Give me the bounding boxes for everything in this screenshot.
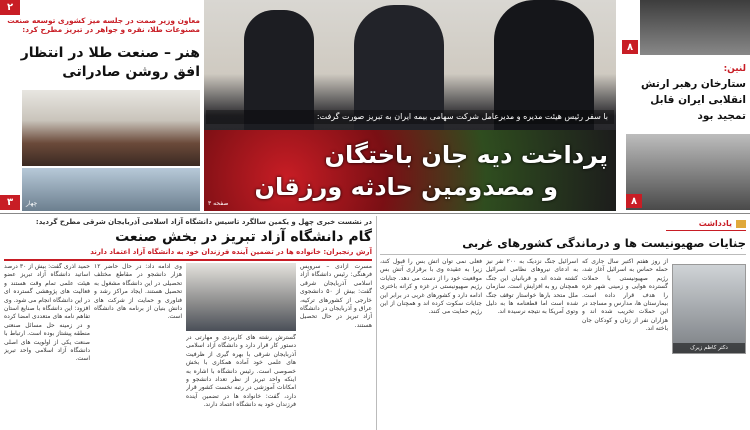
- author-portrait: [672, 264, 746, 354]
- pen-icon: [736, 220, 746, 228]
- lead-headline-line-2: و مصدومین حادثه ورزقان: [254, 173, 558, 201]
- author-caption: دکتر کاظم زیرک: [673, 343, 745, 353]
- note-column-2: اسرائیل جنگ نزدیک به ۲۰۰ نفر نیز به ادعای نیروهای نظامی اسرائیل کشته شده اند و قربانیان این جنگ همچنان رو به افزایش است. سازمان ملل متحد بارها خواستار توقف جنگ شده است اما قطعنامه ها به دلیل وتوی آمریکا به نتیجه نرسیده اند.: [486, 258, 578, 316]
- university-kicker: در نشست خبری چهل و یکمین سالگرد تاسیس دانشگاه آزاد اسلامی آذربایجان شرقی مطرح گردید:: [35, 218, 372, 226]
- left-top-badge-box: [0, 0, 20, 15]
- university-column-2: گسترش رشته های کاربردی و مهارتی در دستور کار قرار دارد و دانشگاه آزاد اسلامی آذربایجان شرقی با بهره گیری از ظرفیت های علمی خود آماده همکاری با بخش خصوصی است. رئیس دانشگاه با اشاره به اینکه واحد تبریز از نظر تعداد دانشجو و امکانات آموزشی در رتبه نخست کشور قرار دارد، گفت: خانواده ها در تضمین آینده فرزندان خود به دانشگاه اعتماد دارند.: [186, 334, 296, 409]
- right-top-badge: [622, 40, 638, 54]
- university-meeting-photo: [186, 263, 296, 331]
- university-byline-text: مسرت آزادی – سرویس فرهنگی: رئیس دانشگاه آزاد اسلامی آذربایجان شرقی گفت: بیش از ۵۰ دانشجوی خارجی از کشورهای ترکیه، عراق و آذربایجان در دانشگاه آزاد تبریز در حال تحصیل هستند.: [300, 263, 372, 329]
- page-badge-8: ۸: [622, 40, 638, 54]
- right-headline: ستارخان رهبر ارتش انقلابی ایران قابل تمجید بود: [641, 78, 746, 122]
- right-historic-badge: [626, 194, 642, 208]
- note-tag: [666, 219, 746, 231]
- right-top-photo: [640, 0, 750, 55]
- note-rule: [380, 254, 746, 255]
- university-column-1: حمید آذری گفت: بیش از ۳۰ درصد اساتید دانشگاه آزاد تبریز عضو هیئت علمی تمام وقت هستند و فعالیت های پژوهشی گسترده ای در این دانشگاه انجام می شود. وی افزود: این دانشگاه با صنایع استان تفاهم نامه های متعددی امضا کرده و در زمینه حل مسائل صنعتی منطقه پیشتاز بوده است. ارتباط با صنعت یکی از اولویت های اصلی دانشگاه آزاد اسلامی واحد تبریز است.: [4, 263, 90, 363]
- note-tag-label: یادداشت: [698, 219, 732, 228]
- left-top-headline: هنر – صنعت طلا در انتظار افق روشن صادراتی: [20, 45, 200, 80]
- left-photo-caption: چهار: [26, 200, 38, 207]
- page-badge: ۲: [0, 0, 20, 15]
- right-kicker: لنین:: [723, 64, 746, 74]
- note-column-1: فعلی نمی توان آتش بس را قبول کند، زیرا به عقیده وی با برقراری آتش بس موقعیت خود را از دست می دهد. جنایات رژیم صهیونیستی در غزه و کرانه باختری ادامه دارد و کشورهای غربی در برابر این جنایات سکوت کرده اند و همچنان از این رژیم حمایت می کنند.: [380, 258, 482, 316]
- page-badge-8b: ۸: [626, 194, 642, 208]
- left-top-kicker: معاون وزیر صمت در جلسه میز کشوری توسعه صنعت مصنوعات طلا، نقره و جواهر در تبریز مطرح کرد:: [7, 16, 200, 34]
- left-photo-badge: [0, 135, 20, 211]
- lead-headline-line-1: پرداخت دیه جان باختگان: [324, 141, 608, 169]
- university-column-3: وی ادامه داد: در حال حاضر ۱۲ هزار دانشجو در مقاطع مختلف تحصیلی در این دانشگاه مشغول به تحصیل هستند. ایجاد مراکز رشد و فناوری و حمایت از شرکت های دانش بنیان از برنامه های دانشگاه است.: [94, 263, 182, 321]
- left-meeting-photo: [22, 90, 200, 166]
- university-subhead: آرش رنجبران: خانواده ها در تضمین آینده فرزندان خود به دانشگاه آزاد اعتماد دارند: [90, 248, 372, 256]
- university-headline: گام دانشگاه آزاد تبریز در بخش صنعت: [115, 229, 372, 245]
- university-rule: [4, 259, 372, 261]
- page-badge-3: ۳: [0, 195, 20, 210]
- note-column-3: از روز هفتم اکتبر سال جاری که حمله حماس به اسرائیل آغاز شد، رژیم صهیونیستی با حملات گسترده هوایی و زمینی شهر غزه را هدف قرار داده است. بیمارستان ها، مدارس و مساجد در این حملات تخریب شده اند و هزاران نفر از زنان و کودکان جان باخته اند.: [582, 258, 668, 333]
- right-historic-photo: [626, 134, 750, 210]
- middle-vertical-rule: [376, 216, 377, 430]
- lead-caption: با سفر رئیس هیئت مدیره و مدیرعامل شرکت سهامی بیمه ایران به تبریز صورت گرفت:: [206, 110, 614, 124]
- section-divider: [0, 213, 750, 214]
- lead-page-ref: صفحه ۳: [208, 200, 229, 207]
- note-headline: جنایات صهیونیست ها و درماندگی کشورهای غربی: [462, 236, 746, 250]
